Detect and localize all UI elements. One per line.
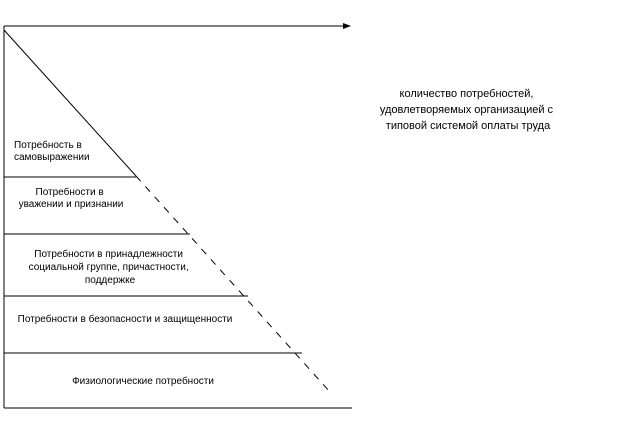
level-esteem-label (19, 186, 124, 210)
annotation-text (380, 88, 556, 132)
level-safety-label (18, 313, 233, 325)
annotation-line-3: типовой системой оплаты труда (385, 120, 551, 132)
level-2-line-1: Потребности в (35, 187, 104, 198)
annotation-line-2: удовлетворяемых организацией с (379, 104, 554, 116)
pyramid-slope-dashed (136, 176, 330, 392)
level-physiological-label (72, 375, 214, 387)
level-5-line-1: Физиологические потребности (72, 376, 214, 387)
level-1-line-2: самовыражении (14, 152, 90, 163)
annotation-line-1: количество потребностей, (399, 88, 534, 100)
level-2-line-2: уважении и признании (18, 199, 124, 210)
level-4-line-1: Потребности в безопасности и защищенности (17, 314, 233, 325)
level-3-line-2: социальной группе, причастности, (28, 262, 189, 273)
level-1-line-1: Потребность в (14, 140, 82, 151)
level-belonging-label (29, 248, 192, 286)
level-3-line-3: поддержке (84, 275, 136, 286)
level-self-actualization-label (14, 139, 90, 163)
level-3-line-1: Потребности в принадлежности (34, 249, 183, 260)
